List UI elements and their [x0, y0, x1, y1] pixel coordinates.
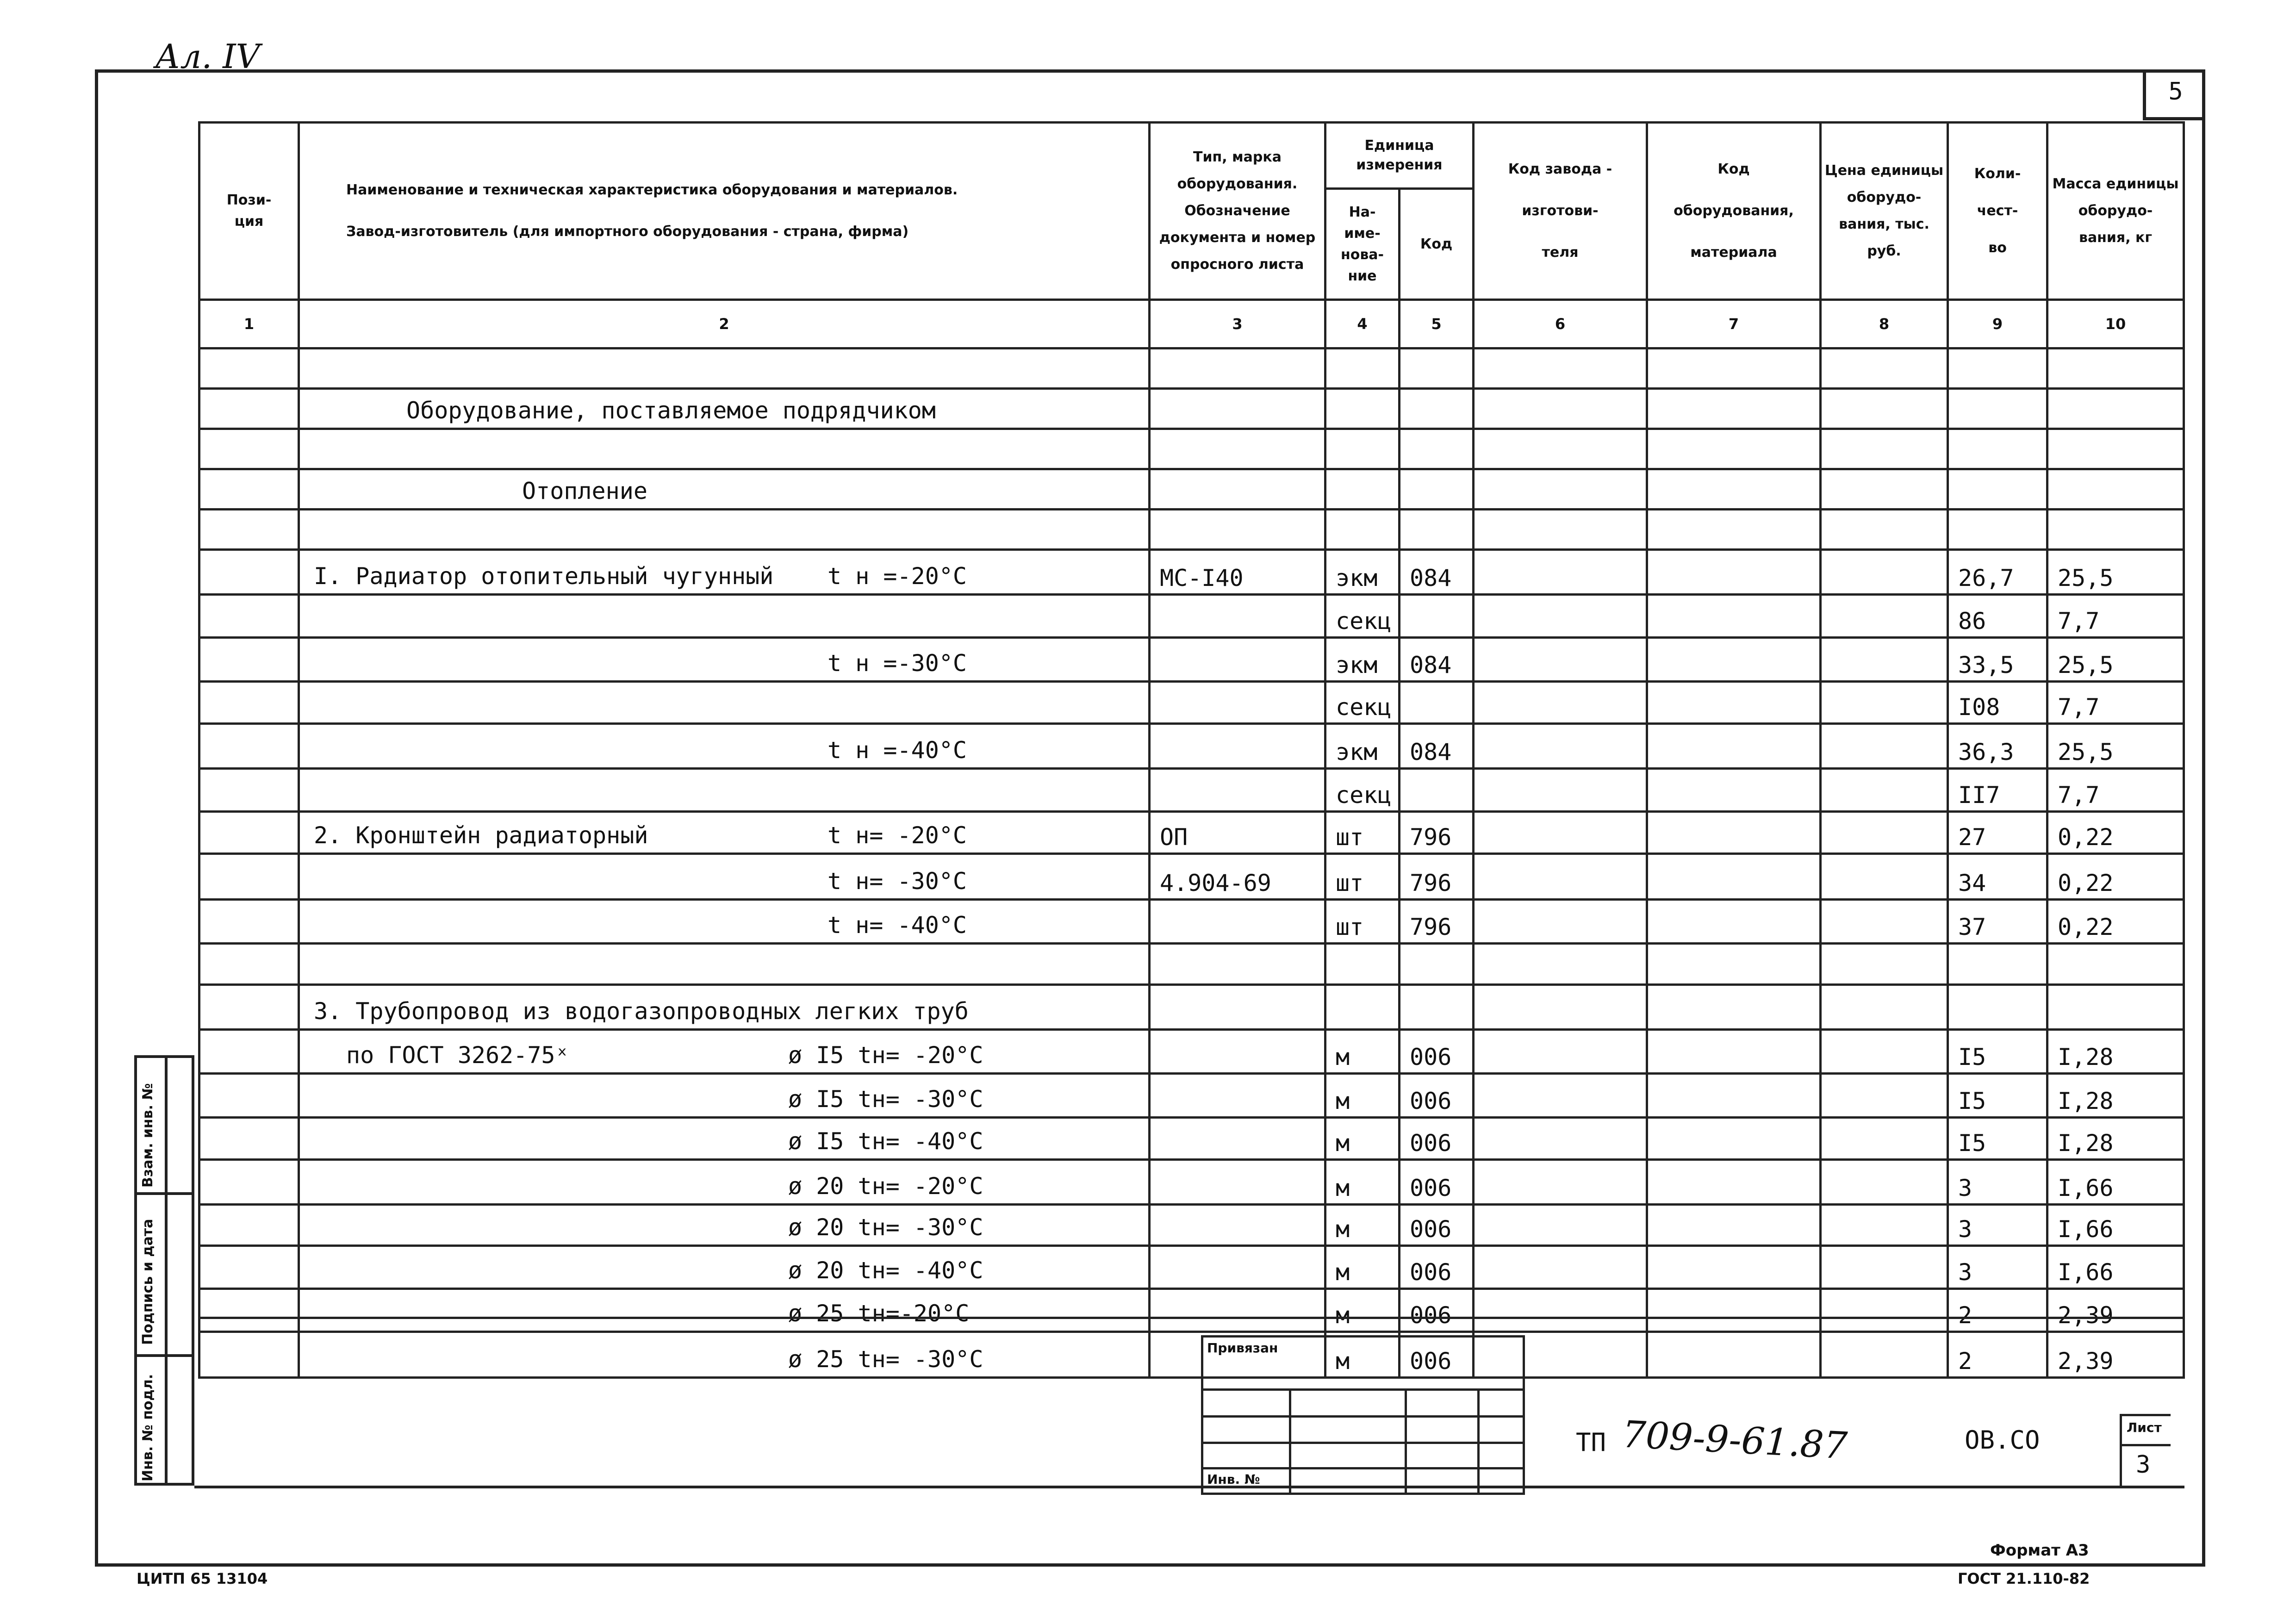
inv-original-label: Инв. № подл. [140, 1374, 156, 1481]
cell-position [199, 550, 299, 595]
cell-type: 4.904-69 [1150, 854, 1325, 900]
cell-unit-code: 006 [1400, 1246, 1474, 1289]
stamp-block [1201, 1335, 1525, 1495]
cell-name [299, 944, 1150, 985]
cell-name [299, 550, 1150, 595]
cell-type [1150, 900, 1325, 944]
cell-unit-code [1400, 944, 1474, 985]
cell-mass [2047, 944, 2184, 985]
cell-name [299, 900, 1150, 944]
cell-position [199, 724, 299, 769]
cell-position [199, 944, 299, 985]
cell-type [1150, 985, 1325, 1030]
col-number: 1 [199, 300, 299, 348]
cell-price [1821, 1030, 1948, 1074]
cell-maker-code [1474, 638, 1647, 682]
cell-position [199, 1074, 299, 1118]
cell-mass: I,66 [2047, 1246, 2184, 1289]
cell-position [199, 985, 299, 1030]
cell-item-code [1647, 682, 1821, 724]
cell-name [299, 1160, 1150, 1205]
cell-maker-code [1474, 595, 1647, 638]
cell-maker-code [1474, 1246, 1647, 1289]
project-code: 709-9-61.87 [1621, 1412, 1848, 1468]
cell-name [299, 1246, 1150, 1289]
table-row [199, 682, 2184, 724]
cell-mass: I,28 [2047, 1030, 2184, 1074]
cell-unit-code [1400, 769, 1474, 812]
col-number: 5 [1400, 300, 1474, 348]
cell-mass: 2,39 [2047, 1289, 2184, 1332]
cell-unit: секц [1325, 682, 1400, 724]
table-row [199, 944, 2184, 985]
cell-unit: секц [1325, 769, 1400, 812]
cell-item-code [1647, 769, 1821, 812]
cell-item-code [1647, 1332, 1821, 1378]
cell-unit-code: 084 [1400, 550, 1474, 595]
table-row [199, 595, 2184, 638]
cell-unit-code: 006 [1400, 1289, 1474, 1332]
table-bottom-line [198, 1317, 2183, 1319]
cell-mass: 2,39 [2047, 1332, 2184, 1378]
cell-item-code [1647, 595, 1821, 638]
cell-type [1150, 1118, 1325, 1160]
table-row [199, 812, 2184, 854]
cell-type [1150, 1205, 1325, 1246]
cell-unit-code: 006 [1400, 1118, 1474, 1160]
header-quantity: Коли- чест- во [1948, 123, 2047, 300]
cell-price [1821, 1332, 1948, 1378]
cell-position [199, 1160, 299, 1205]
cell-position [199, 682, 299, 724]
cell-item-code [1647, 724, 1821, 769]
cell-quantity [1948, 944, 2047, 985]
cell-name [299, 1074, 1150, 1118]
sheet-label: Лист [2127, 1420, 2162, 1435]
header-maker-code: Код завода - изготови- теля [1474, 123, 1647, 300]
cell-mass: 0,22 [2047, 900, 2184, 944]
table-row [199, 1332, 2184, 1378]
cell-maker-code [1474, 1030, 1647, 1074]
data-rows [199, 550, 2184, 1378]
cell-item-code [1647, 1246, 1821, 1289]
cell-maker-code [1474, 1074, 1647, 1118]
header-unit-group: Единица измерения [1325, 123, 1474, 189]
cell-mass: 25,5 [2047, 724, 2184, 769]
header-position: Пози- ция [199, 123, 299, 300]
cell-name [299, 812, 1150, 854]
table-row [199, 638, 2184, 682]
cell-mass: 25,5 [2047, 550, 2184, 595]
item-condition: t н =-30°C [828, 650, 967, 677]
item-condition: ø I5 tн= -20°C [788, 1042, 983, 1069]
cell-type [1150, 769, 1325, 812]
corner-mark: Ал. IV [155, 37, 260, 76]
cell-mass: 7,7 [2047, 682, 2184, 724]
item-condition: t н =-40°C [828, 737, 967, 764]
cell-price [1821, 595, 1948, 638]
cell-unit: шт [1325, 812, 1400, 854]
cell-unit-code: 084 [1400, 638, 1474, 682]
cell-quantity: I08 [1948, 682, 2047, 724]
cell-name [299, 1030, 1150, 1074]
cell-quantity: I5 [1948, 1030, 2047, 1074]
cell-mass: 7,7 [2047, 595, 2184, 638]
cell-item-code [1647, 638, 1821, 682]
cell-unit: экм [1325, 724, 1400, 769]
item-condition: ø 25 tн=-20°C [788, 1300, 970, 1327]
cell-position [199, 1246, 299, 1289]
cell-price [1821, 682, 1948, 724]
cell-unit-code: 006 [1400, 1074, 1474, 1118]
cell-position [199, 1332, 299, 1378]
cell-name [299, 1205, 1150, 1246]
cell-name [299, 1118, 1150, 1160]
cell-type [1150, 1074, 1325, 1118]
cell-item-code [1647, 1118, 1821, 1160]
cell-quantity: 33,5 [1948, 638, 2047, 682]
page-number: 5 [2168, 78, 2183, 106]
cell-quantity: 2 [1948, 1332, 2047, 1378]
table-row [199, 1289, 2184, 1332]
sheet-box [2120, 1414, 2171, 1486]
cell-item-code [1647, 900, 1821, 944]
cell-unit-code [1400, 682, 1474, 724]
cell-price [1821, 1074, 1948, 1118]
item-condition: t н= -30°C [828, 868, 967, 895]
cell-maker-code [1474, 944, 1647, 985]
cell-unit: м [1325, 1074, 1400, 1118]
cell-name [299, 1332, 1150, 1378]
cell-position [199, 1030, 299, 1074]
table-row [199, 550, 2184, 595]
sheet-number: 3 [2136, 1451, 2151, 1479]
cell-maker-code [1474, 769, 1647, 812]
cell-quantity: 3 [1948, 1246, 2047, 1289]
cell-price [1821, 1246, 1948, 1289]
col-number: 6 [1474, 300, 1647, 348]
cell-type [1150, 1030, 1325, 1074]
item-condition: ø 20 tн= -40°C [788, 1257, 983, 1284]
item-condition: t н =-20°C [828, 563, 967, 590]
cell-price [1821, 1118, 1948, 1160]
cell-quantity: 36,3 [1948, 724, 2047, 769]
item-name: 3. Трубопровод из водогазопроводных легких труб [314, 998, 969, 1025]
table-row [199, 510, 2184, 550]
cell-unit: м [1325, 1289, 1400, 1332]
cell-price [1821, 1160, 1948, 1205]
cell-price [1821, 724, 1948, 769]
cell-maker-code [1474, 985, 1647, 1030]
cell-mass: 25,5 [2047, 638, 2184, 682]
cell-name [299, 724, 1150, 769]
subsection-row [199, 469, 2184, 510]
table-row [199, 1118, 2184, 1160]
table-row [199, 1074, 2184, 1118]
cell-position [199, 638, 299, 682]
cell-type [1150, 1289, 1325, 1332]
cell-name [299, 682, 1150, 724]
cell-mass: I,66 [2047, 1160, 2184, 1205]
cell-unit: м [1325, 1030, 1400, 1074]
cell-item-code [1647, 985, 1821, 1030]
cell-price [1821, 638, 1948, 682]
standard-label: ГОСТ 21.110-82 [1958, 1570, 2090, 1587]
item-name: 2. Кронштейн радиаторный [314, 822, 648, 849]
cell-type [1150, 944, 1325, 985]
inv-replace-label: Взам. инв. № [140, 1083, 156, 1188]
cell-unit [1325, 985, 1400, 1030]
header-unit-code: Код [1400, 189, 1474, 300]
cell-position [199, 1118, 299, 1160]
cell-mass: 0,22 [2047, 812, 2184, 854]
cell-price [1821, 985, 1948, 1030]
cell-price [1821, 1205, 1948, 1246]
cell-item-code [1647, 1160, 1821, 1205]
left-footer-code: ЦИТП 65 13104 [137, 1570, 268, 1587]
col-number: 3 [1150, 300, 1325, 348]
cell-maker-code [1474, 1205, 1647, 1246]
cell-unit-code: 006 [1400, 1205, 1474, 1246]
cell-price [1821, 944, 1948, 985]
col-number: 4 [1325, 300, 1400, 348]
title-block-bottom-line [194, 1486, 2184, 1488]
cell-mass: 7,7 [2047, 769, 2184, 812]
cell-maker-code [1474, 724, 1647, 769]
cell-position [199, 812, 299, 854]
cell-quantity: 3 [1948, 1160, 2047, 1205]
cell-mass: I,28 [2047, 1074, 2184, 1118]
cell-price [1821, 550, 1948, 595]
cell-quantity: 27 [1948, 812, 2047, 854]
cell-type: МС-I40 [1150, 550, 1325, 595]
cell-name [299, 854, 1150, 900]
cell-item-code [1647, 550, 1821, 595]
project-prefix: ТП [1576, 1428, 1606, 1457]
column-numbers-row [199, 300, 2184, 348]
cell-mass [2047, 985, 2184, 1030]
cell-unit: экм [1325, 638, 1400, 682]
table-row [199, 900, 2184, 944]
cell-maker-code [1474, 812, 1647, 854]
cell-position [199, 854, 299, 900]
cell-unit: м [1325, 1160, 1400, 1205]
cell-maker-code [1474, 900, 1647, 944]
cell-price [1821, 1289, 1948, 1332]
header-item-code: Код оборудования, материала [1647, 123, 1821, 300]
cell-unit: секц [1325, 595, 1400, 638]
attached-label: Привязан [1207, 1340, 1278, 1356]
cell-item-code [1647, 944, 1821, 985]
cell-quantity: 37 [1948, 900, 2047, 944]
header-name: Наименование и техническая характеристика оборудования и материалов. Завод-изготовитель (для импортного оборудования - страна, фирма) [299, 123, 1150, 300]
cell-price [1821, 900, 1948, 944]
cell-unit-code: 796 [1400, 900, 1474, 944]
approval-sidebar [134, 1055, 194, 1486]
cell-name [299, 1289, 1150, 1332]
format-label: Формат А3 [1990, 1541, 2089, 1560]
cell-mass: I,28 [2047, 1118, 2184, 1160]
table-row [199, 1160, 2184, 1205]
cell-unit-code: 006 [1400, 1332, 1474, 1378]
header-unit-name: На- име- нова- ние [1325, 189, 1400, 300]
header-mass: Масса единицы оборудо- вания, кг [2047, 123, 2184, 300]
item-condition: ø 20 tн= -20°C [788, 1173, 983, 1200]
item-condition: ø I5 tн= -30°C [788, 1086, 983, 1113]
col-number: 10 [2047, 300, 2184, 348]
cell-type: ОП [1150, 812, 1325, 854]
cell-quantity: 2 [1948, 1289, 2047, 1332]
cell-type [1150, 1246, 1325, 1289]
col-number: 8 [1821, 300, 1948, 348]
cell-unit: м [1325, 1332, 1400, 1378]
col-number: 7 [1647, 300, 1821, 348]
cell-quantity [1948, 985, 2047, 1030]
item-condition: t н= -40°C [828, 912, 967, 939]
cell-type [1150, 724, 1325, 769]
cell-unit-code: 796 [1400, 854, 1474, 900]
cell-item-code [1647, 854, 1821, 900]
cell-price [1821, 812, 1948, 854]
cell-mass: I,66 [2047, 1205, 2184, 1246]
cell-maker-code [1474, 1160, 1647, 1205]
cell-position [199, 595, 299, 638]
table-row [199, 348, 2184, 389]
cell-position [199, 1289, 299, 1332]
item-condition: ø 20 tн= -30°C [788, 1214, 983, 1241]
cell-quantity: 86 [1948, 595, 2047, 638]
cell-type [1150, 595, 1325, 638]
cell-maker-code [1474, 1118, 1647, 1160]
table-row [199, 769, 2184, 812]
cell-quantity: 26,7 [1948, 550, 2047, 595]
col-number: 9 [1948, 300, 2047, 348]
cell-name [299, 985, 1150, 1030]
cell-unit-code: 084 [1400, 724, 1474, 769]
item-name: I. Радиатор отопительный чугунный [314, 563, 774, 590]
cell-name [299, 769, 1150, 812]
cell-type [1150, 682, 1325, 724]
subsection-title: Отопление [522, 478, 647, 504]
cell-unit-code: 006 [1400, 1030, 1474, 1074]
cell-maker-code [1474, 1289, 1647, 1332]
cell-item-code [1647, 1289, 1821, 1332]
cell-item-code [1647, 1074, 1821, 1118]
cell-price [1821, 769, 1948, 812]
table-row [199, 985, 2184, 1030]
table-row [199, 1205, 2184, 1246]
cell-unit: шт [1325, 854, 1400, 900]
cell-item-code [1647, 812, 1821, 854]
cell-quantity: I5 [1948, 1074, 2047, 1118]
cell-unit-code: 006 [1400, 1160, 1474, 1205]
table-row [199, 1246, 2184, 1289]
cell-unit-code: 796 [1400, 812, 1474, 854]
item-name: по ГОСТ 3262-75ˣ [346, 1042, 569, 1069]
item-condition: ø I5 tн= -40°C [788, 1128, 983, 1155]
cell-position [199, 1205, 299, 1246]
cell-unit: м [1325, 1118, 1400, 1160]
sign-date-label: Подпись и дата [140, 1219, 156, 1345]
inv-number-label: Инв. № [1207, 1472, 1260, 1487]
specification-table [198, 121, 2185, 1379]
cell-quantity: 3 [1948, 1205, 2047, 1246]
section-title: Оборудование, поставляемое подрядчиком [406, 397, 936, 424]
cell-item-code [1647, 1205, 1821, 1246]
cell-unit [1325, 944, 1400, 985]
cell-maker-code [1474, 682, 1647, 724]
cell-name [299, 595, 1150, 638]
table-row [199, 1030, 2184, 1074]
cell-price [1821, 854, 1948, 900]
col-number: 2 [299, 300, 1150, 348]
cell-mass: 0,22 [2047, 854, 2184, 900]
cell-position [199, 769, 299, 812]
page-number-box [2143, 69, 2205, 120]
table-row [199, 854, 2184, 900]
header-price: Цена единицы оборудо- вания, тыс. руб. [1821, 123, 1948, 300]
cell-quantity: 34 [1948, 854, 2047, 900]
table-row [199, 724, 2184, 769]
table-row [199, 429, 2184, 469]
item-condition: ø 25 tн= -30°C [788, 1346, 983, 1373]
cell-quantity: I5 [1948, 1118, 2047, 1160]
document-code: ОВ.СО [1965, 1425, 2040, 1455]
cell-unit: шт [1325, 900, 1400, 944]
cell-type [1150, 1160, 1325, 1205]
cell-item-code [1647, 1030, 1821, 1074]
cell-maker-code [1474, 550, 1647, 595]
section-row [199, 389, 2184, 429]
cell-quantity: II7 [1948, 769, 2047, 812]
cell-unit: м [1325, 1246, 1400, 1289]
cell-unit: м [1325, 1205, 1400, 1246]
cell-unit-code [1400, 985, 1474, 1030]
item-condition: t н= -20°C [828, 822, 967, 849]
cell-unit: экм [1325, 550, 1400, 595]
cell-unit-code [1400, 595, 1474, 638]
cell-name [299, 638, 1150, 682]
cell-position [199, 900, 299, 944]
header-type: Тип, марка оборудования. Обозначение документа и номер опросного листа [1150, 123, 1325, 300]
cell-type [1150, 638, 1325, 682]
cell-maker-code [1474, 854, 1647, 900]
